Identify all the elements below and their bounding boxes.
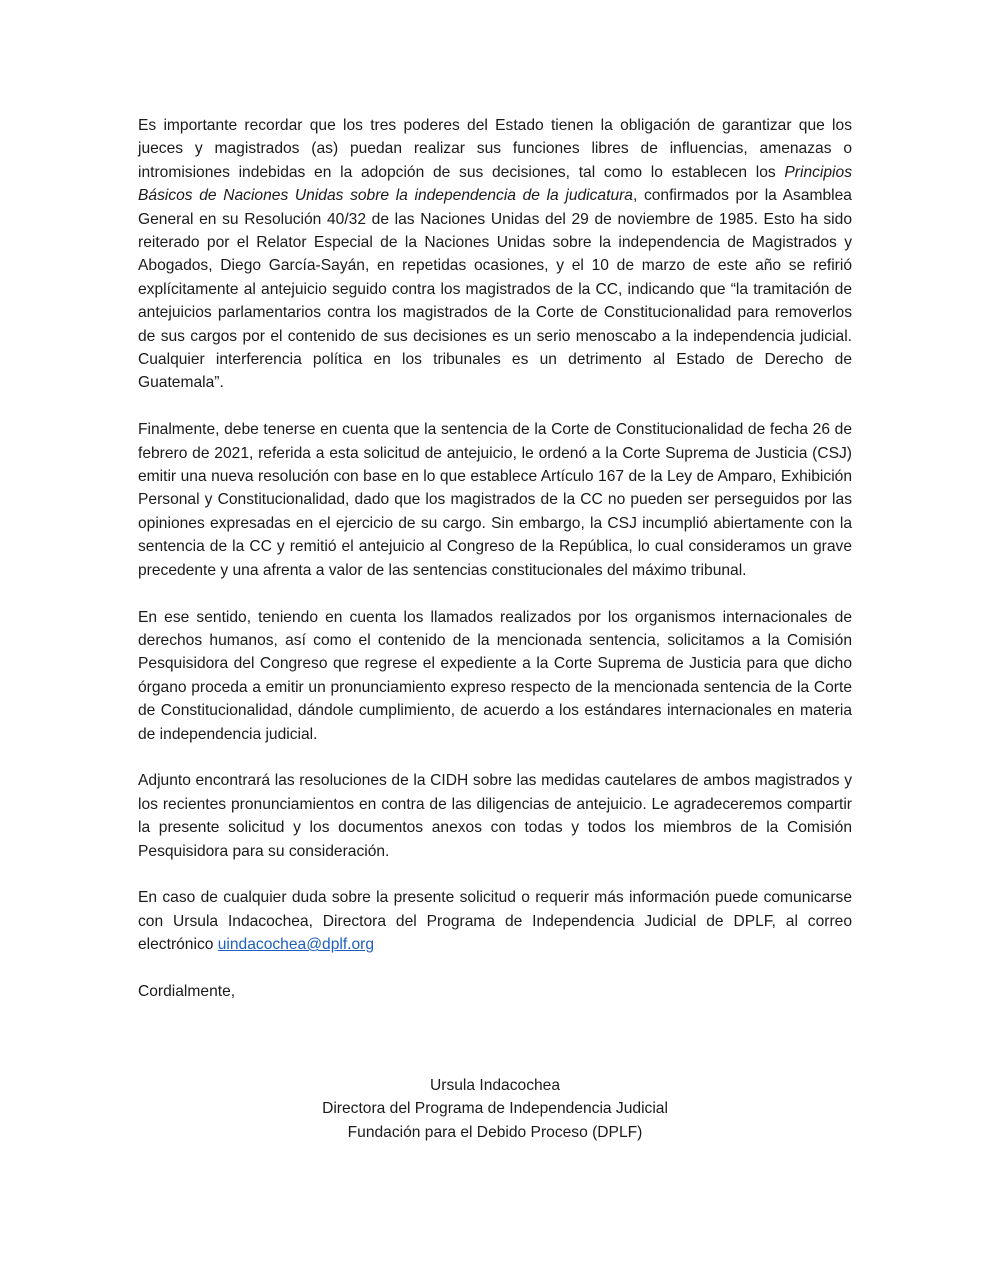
paragraph-cc-ruling: Finalmente, debe tenerse en cuenta que la sentencia de la Corte de Constitucionalidad de fecha 26 de febrero de 2021, referida a esta solicitud de antejuicio, le ordenó a la Corte Suprema de Justicia (CSJ) emitir una nueva resolución con base en lo que establece Artículo 167 de la Ley de Amparo, Exhibición Personal y Constitucionalidad, dado que los magistrados de la CC no pueden ser perseguidos por las opiniones expresadas en el ejercicio de su cargo. Sin embargo, la CSJ incumplió abiertamente con la sentencia de la CC y remitió el antejuicio al Congreso de la República, lo cual consideramos un grave precedente y una afrenta a valor de las sentencias constitucionales del máximo tribunal. (138, 421, 852, 579)
italic-reference: Principios Básicos de Naciones Unidas sobre la independencia de la judicatura (138, 163, 852, 205)
signature-title: Directora del Programa de Independencia Judicial (322, 1100, 668, 1118)
paragraph-attachments: Adjunto encontrará las resoluciones de la CIDH sobre las medidas cautelares de ambos magistrados y los recientes pronunciamientos en contra de las diligencias de antejuicio. Le agradeceremos compartir la presente solicitud y los documentos anexos con todas y todos los miembros de la Comisión Pesquisidora para su consideración. (138, 772, 852, 860)
paragraph-text: En caso de cualquier duda sobre la presente solicitud o requerir más información puede comunicarse con Ursula Indacochea, Directora del Programa de Independencia Judicial de DPLF, al correo electrónico (138, 889, 852, 954)
paragraph-un-principles (138, 114, 852, 395)
signature-block (138, 1074, 852, 1144)
signature-name: Ursula Indacochea (429, 1077, 561, 1094)
email-link[interactable]: uindacochea@dplf.org (217, 936, 375, 954)
paragraph-text: , confirmados por la Asamblea General en su Resolución 40/32 de las Naciones Unidas del 29 de noviembre de 1985. Esto ha sido reiterado por el Relator Especial de la Naciones Unidas sobre la independencia de Magistrados y Abogados, Diego García-Sayán, en repetidas ocasiones, y el 10 de marzo de este año se refirió explícitamente al antejuicio seguido contra los magistrados de la CC, indicando que “la tramitación de antejuicios parlamentarios contra los magistrados de la Corte de Constitucionalidad para removerlos de sus cargos por el contenido de sus decisiones es un serio menoscabo a la independencia judicial. Cualquier interferencia política en los tribunales es un detrimento al Estado de Derecho de Guatemala”. (138, 187, 852, 392)
paragraph-text: Es importante recordar que los tres poderes del Estado tienen la obligación de garantizar que los jueces y magistrados (as) puedan realizar sus funciones libres de influencias, amenazas o intromisiones indebidas en la adopción de sus decisiones, tal como lo establecen los (138, 117, 852, 181)
paragraph-request: En ese sentido, teniendo en cuenta los llamados realizados por los organismos internacionales de derechos humanos, así como el contenido de la mencionada sentencia, solicitamos a la Comisión Pesquisidora del Congreso que regrese el expediente a la Corte Suprema de Justicia para que dicho órgano proceda a emitir un pronunciamiento expreso respecto de la mencionada sentencia de la Corte de Constitucionalidad, dándole cumplimiento, de acuerdo a los estándares internacionales en materia de independencia judicial. (138, 608, 852, 743)
closing-salutation: Cordialmente, (138, 982, 236, 1000)
paragraph-contact (138, 886, 852, 956)
signature-organization: Fundación para el Debido Proceso (DPLF) (347, 1123, 643, 1141)
letter-body (138, 114, 852, 1053)
